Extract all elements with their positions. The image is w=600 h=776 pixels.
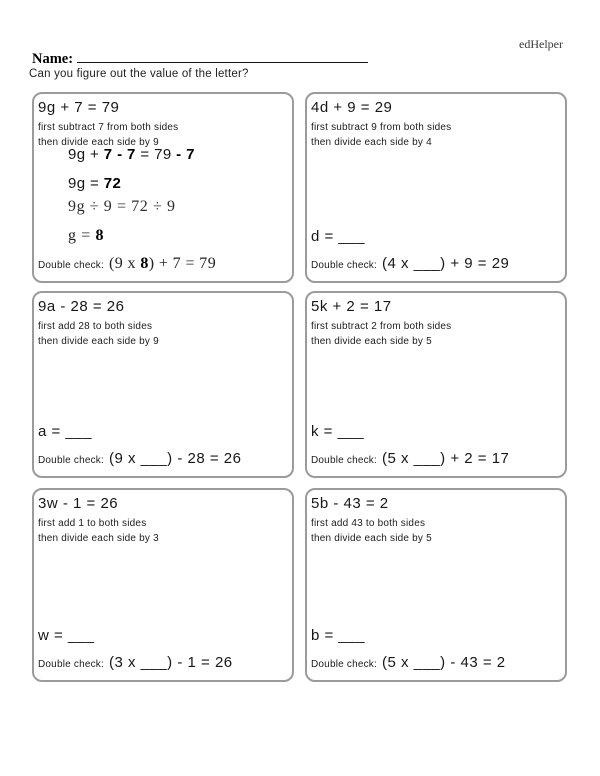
problem-equation: 4d + 9 = 29 xyxy=(311,99,393,116)
double-check-equation: (5 x ___) - 43 = 2 xyxy=(381,654,506,671)
solution-step-1: first add 43 to both sides xyxy=(311,518,426,529)
double-check-equation: (4 x ___) + 9 = 29 xyxy=(381,255,510,272)
solution-step-1: first subtract 7 from both sides xyxy=(38,122,179,133)
double-check-equation: (9 x ___) - 28 = 26 xyxy=(108,450,242,467)
problem-equation: 5k + 2 = 17 xyxy=(311,298,392,315)
solution-step-2: then divide each side by 5 xyxy=(311,336,432,347)
work-line-subtract: 9g + 7 - 7 = 79 - 7 xyxy=(68,146,195,163)
double-check-equation: (5 x ___) + 2 = 17 xyxy=(381,450,510,467)
double-check-equation: (3 x ___) - 1 = 26 xyxy=(108,654,233,671)
solution-step-1: first subtract 2 from both sides xyxy=(311,321,452,332)
name-row xyxy=(32,50,368,68)
problem-box-2 xyxy=(305,92,567,283)
solution-step-2: then divide each side by 3 xyxy=(38,533,159,544)
problem-box-4 xyxy=(305,291,567,478)
answer-line: a = ___ xyxy=(38,423,92,440)
double-check-label: Double check: xyxy=(38,260,104,271)
double-check-equation: (9 x 8) + 7 = 79 xyxy=(108,255,217,272)
problem-equation: 5b - 43 = 2 xyxy=(311,495,389,512)
answer-line: k = ___ xyxy=(311,423,365,440)
work-line-divide: 9g ÷ 9 = 72 ÷ 9 xyxy=(68,198,176,215)
edhelper-logo: edHelper xyxy=(519,37,563,51)
double-check-label: Double check: xyxy=(38,659,104,670)
problem-box-1 xyxy=(32,92,294,283)
double-check-row xyxy=(38,255,216,273)
solution-step-1: first add 28 to both sides xyxy=(38,321,153,332)
solution-step-1: first subtract 9 from both sides xyxy=(311,122,452,133)
problem-box-5 xyxy=(32,488,294,682)
problem-equation: 9g + 7 = 79 xyxy=(38,99,120,116)
answer-line: w = ___ xyxy=(38,627,95,644)
problem-box-6 xyxy=(305,488,567,682)
worksheet-prompt: Can you figure out the value of the letter? xyxy=(29,68,249,80)
double-check-row xyxy=(38,450,241,468)
problem-equation: 9a - 28 = 26 xyxy=(38,298,125,315)
problem-box-3 xyxy=(32,291,294,478)
double-check-label: Double check: xyxy=(311,659,377,670)
double-check-label: Double check: xyxy=(311,260,377,271)
double-check-row xyxy=(311,450,509,468)
work-line-result: g = 8 xyxy=(68,227,105,244)
double-check-row xyxy=(311,654,506,672)
double-check-label: Double check: xyxy=(38,455,104,466)
double-check-row xyxy=(311,255,509,273)
name-label: Name: xyxy=(32,51,74,67)
answer-line: b = ___ xyxy=(311,627,365,644)
problem-equation: 3w - 1 = 26 xyxy=(38,495,119,512)
solution-step-2: then divide each side by 5 xyxy=(311,533,432,544)
answer-line: d = ___ xyxy=(311,228,365,245)
work-line-simplified: 9g = 72 xyxy=(68,175,122,192)
solution-step-2: then divide each side by 9 xyxy=(38,336,159,347)
solution-step-2: then divide each side by 9 xyxy=(38,137,159,148)
double-check-row xyxy=(38,654,233,672)
solution-step-1: first add 1 to both sides xyxy=(38,518,147,529)
name-blank-line xyxy=(77,50,368,63)
solution-step-2: then divide each side by 4 xyxy=(311,137,432,148)
double-check-label: Double check: xyxy=(311,455,377,466)
